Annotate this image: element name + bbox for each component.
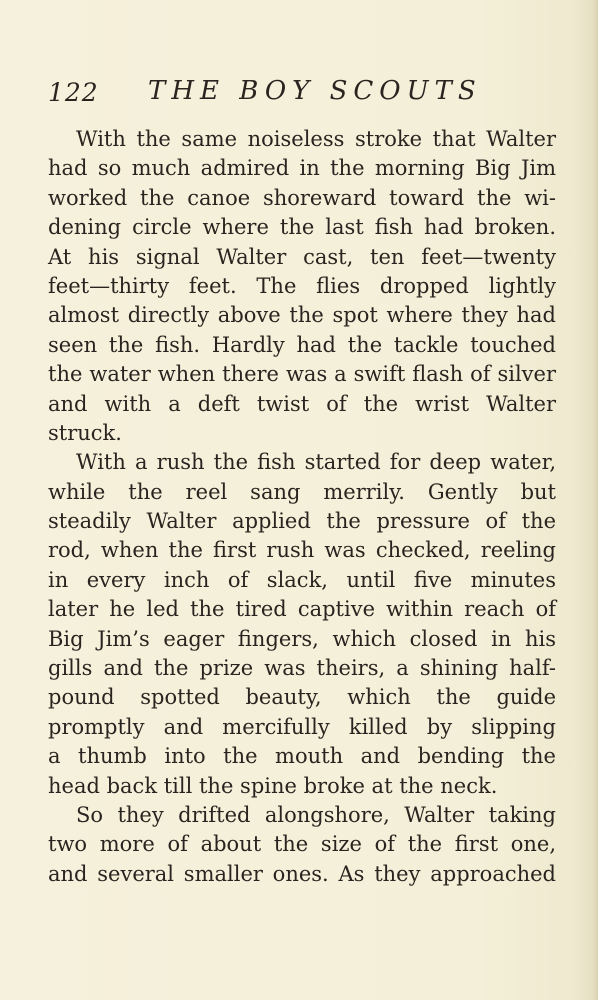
text-line: later he led the tired captive within reach of xyxy=(48,597,556,622)
text-line: and several smaller ones. As they approached xyxy=(48,861,556,886)
text-line: So they drifted alongshore, Walter taking xyxy=(76,802,556,827)
text-line: With a rush the fish started for deep water, xyxy=(76,450,556,475)
text-line: With the same noiseless stroke that Walter xyxy=(76,127,556,151)
text-line: rod, when the first rush was checked, reeling xyxy=(48,538,556,563)
running-head: THE BOY SCOUTS xyxy=(148,76,482,106)
text-line: head back till the spine broke at the neck. xyxy=(48,773,498,798)
text-line: had so much admired in the morning Big Jim xyxy=(48,156,556,181)
page-header xyxy=(48,78,558,118)
text-line: steadily Walter applied the pressure of the xyxy=(48,509,556,534)
text-line: dening circle where the last fish had broken. xyxy=(48,215,556,240)
text-line: seen the fish. Hardly had the tackle touched xyxy=(48,332,556,357)
text-line: in every inch of slack, until five minutes xyxy=(48,567,556,592)
text-line: and with a deft twist of the wrist Walter xyxy=(48,391,556,416)
text-line: a thumb into the mouth and bending the xyxy=(48,744,556,769)
text-line: gills and the prize was theirs, a shining half- xyxy=(48,656,556,681)
text-line: almost directly above the spot where they had xyxy=(48,303,556,328)
text-line: Big Jim’s eager fingers, which closed in his xyxy=(48,626,556,651)
page-number: 122 xyxy=(48,78,99,107)
text-line: promptly and mercifully killed by slipping xyxy=(48,714,556,739)
text-line: the water when there was a swift flash of silver xyxy=(48,362,556,387)
text-line: worked the canoe shoreward toward the wi- xyxy=(48,185,556,210)
body-text xyxy=(48,125,556,889)
text-line: feet—thirty feet. The flies dropped lightly xyxy=(48,273,556,298)
text-line: At his signal Walter cast, ten feet—twenty xyxy=(48,244,556,269)
text-line: pound spotted beauty, which the guide xyxy=(48,685,556,710)
page-edge xyxy=(592,0,598,1000)
text-line: struck. xyxy=(48,420,122,445)
text-line: two more of about the size of the first one, xyxy=(48,832,556,857)
text-line: while the reel sang merrily. Gently but xyxy=(48,479,556,504)
